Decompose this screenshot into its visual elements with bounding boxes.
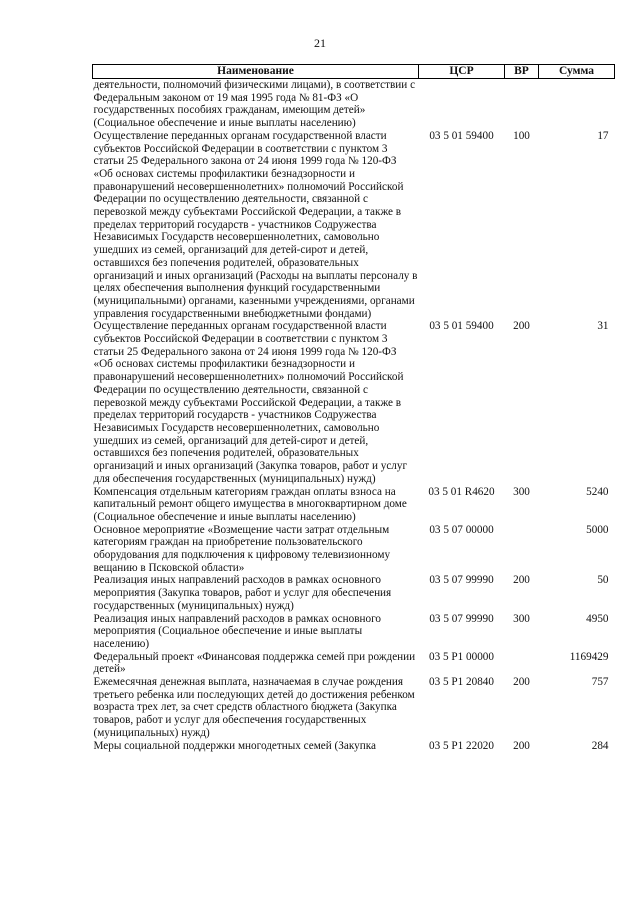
table-row — [93, 320, 615, 485]
cell-name: деятельности, полномочий физическими лицами), в соответствии с Федеральным законом от 19 мая 1995 года № 81-ФЗ «О государственных пособиях гражданам, имеющим детей» (Социальное обеспечение и иные выплаты населению) — [93, 79, 416, 130]
cell-csr: 03 5 01 59400 — [429, 320, 494, 333]
table-row — [93, 676, 615, 740]
cell-vr: 200 — [513, 320, 530, 333]
cell-sum: 31 — [597, 320, 609, 333]
cell-csr: 03 5 07 99990 — [429, 612, 494, 625]
header-name: Наименование — [93, 65, 419, 79]
cell-name: Осуществление переданных органам государственной власти субъектов Российской Федерации в соответствии с пунктом 3 статьи 25 Федерального закона от 24 июня 1999 года № 120-ФЗ «Об основах системы профилактики безнадзорности и правонарушений несовершеннолетних» полномочий Российской Федерации по осуществлению деятельности, связанной с перевозкой между субъектами Российской Федерации, а также в пределах территорий государств - участников Содружества Независимых Государств несовершеннолетних, самовольно ушедших из семей, организаций для детей-сирот и детей, оставшихся без попечения родителей, образовательных организаций и иных организаций (Закупка товаров, работ и услуг для обеспечения государственных (муниципальных) нужд) — [93, 320, 408, 485]
page-number: 21 — [314, 36, 326, 50]
cell-vr — [505, 79, 539, 130]
table-row — [93, 574, 615, 612]
header-csr: ЦСР — [419, 65, 505, 79]
table-row — [93, 130, 615, 321]
cell-vr — [505, 651, 539, 676]
cell-vr: 100 — [513, 129, 530, 142]
cell-name: Ежемесячная денежная выплата, назначаемая в случае рождения третьего ребенка или последующих детей до достижения ребенком возраста трех лет, за счет средств областного бюджета (Закупка товаров, работ и услуг для обеспечения государственных (муниципальных) нужд) — [93, 676, 415, 739]
cell-sum: 1169429 — [569, 650, 609, 663]
cell-csr: 03 5 P1 20840 — [429, 676, 494, 689]
cell-sum: 17 — [597, 129, 609, 142]
table-header-row — [93, 65, 615, 79]
cell-csr: 03 5 P1 22020 — [429, 739, 494, 752]
cell-csr: 03 5 P1 00000 — [429, 650, 494, 663]
cell-csr: 03 5 07 99990 — [429, 574, 494, 587]
cell-sum: 757 — [591, 676, 609, 689]
cell-name: Реализация иных направлений расходов в рамках основного мероприятия (Социальное обеспечение и иные выплаты населению) — [93, 612, 381, 650]
cell-sum: 284 — [591, 739, 609, 752]
table-row — [93, 524, 615, 575]
header-vr: ВР — [505, 65, 539, 79]
cell-name: Реализация иных направлений расходов в рамках основного мероприятия (Закупка товаров, работ и услуг для обеспечения государственных (муниципальных) нужд) — [93, 574, 392, 612]
cell-vr: 200 — [513, 574, 530, 587]
header-sum: Сумма — [539, 65, 615, 79]
cell-vr: 200 — [513, 739, 530, 752]
table-row — [93, 651, 615, 676]
cell-name: Федеральный проект «Финансовая поддержка семей при рождении детей» — [93, 650, 416, 676]
cell-vr — [505, 524, 539, 575]
cell-name: Основное мероприятие «Возмещение части затрат отдельным категориям граждан на приобретение пользовательского оборудования для подключения к цифровому телевизионному вещанию в Псковской области» — [93, 523, 391, 574]
table-row — [93, 486, 615, 524]
cell-vr: 300 — [513, 485, 530, 498]
cell-vr: 200 — [513, 676, 530, 689]
cell-name: Компенсация отдельным категориям граждан оплаты взноса на капитальный ремонт общего имущества в многоквартирном доме (Социальное обеспечение и иные выплаты населению) — [93, 485, 407, 523]
cell-name: Меры социальной поддержки многодетных семей (Закупка — [93, 739, 376, 752]
cell-sum: 5240 — [586, 485, 609, 498]
cell-sum: 5000 — [586, 523, 609, 536]
cell-name: Осуществление переданных органам государственной власти субъектов Российской Федерации в соответствии с пунктом 3 статьи 25 Федерального закона от 24 июня 1999 года № 120-ФЗ «Об основах системы профилактики безнадзорности и правонарушений несовершеннолетних» полномочий Российской Федерации по осуществлению деятельности, связанной с перевозкой между субъектами Российской Федерации, а также в пределах территорий государств - участников Содружества Независимых Государств несовершеннолетних, самовольно ушедших из семей, организаций для детей-сирот и детей, оставшихся без попечения родителей, образовательных организаций и иных организаций (Расходы на выплаты персоналу в целях обеспечения выполнения функций государственными (муниципальными) органами, казенными учреждениями, органами управления государственными внебюджетными фондами) — [93, 129, 418, 320]
cell-csr: 03 5 07 00000 — [429, 523, 494, 536]
cell-csr: 03 5 01 59400 — [429, 129, 494, 142]
cell-sum: 4950 — [586, 612, 609, 625]
table-row — [93, 79, 615, 130]
cell-csr — [419, 79, 505, 130]
cell-sum — [539, 79, 615, 130]
budget-table — [92, 64, 615, 752]
table-body — [93, 79, 615, 753]
cell-sum: 50 — [597, 574, 609, 587]
cell-vr: 300 — [513, 612, 530, 625]
table-row — [93, 740, 615, 753]
table-row — [93, 613, 615, 651]
cell-csr: 03 5 01 R4620 — [428, 485, 495, 498]
